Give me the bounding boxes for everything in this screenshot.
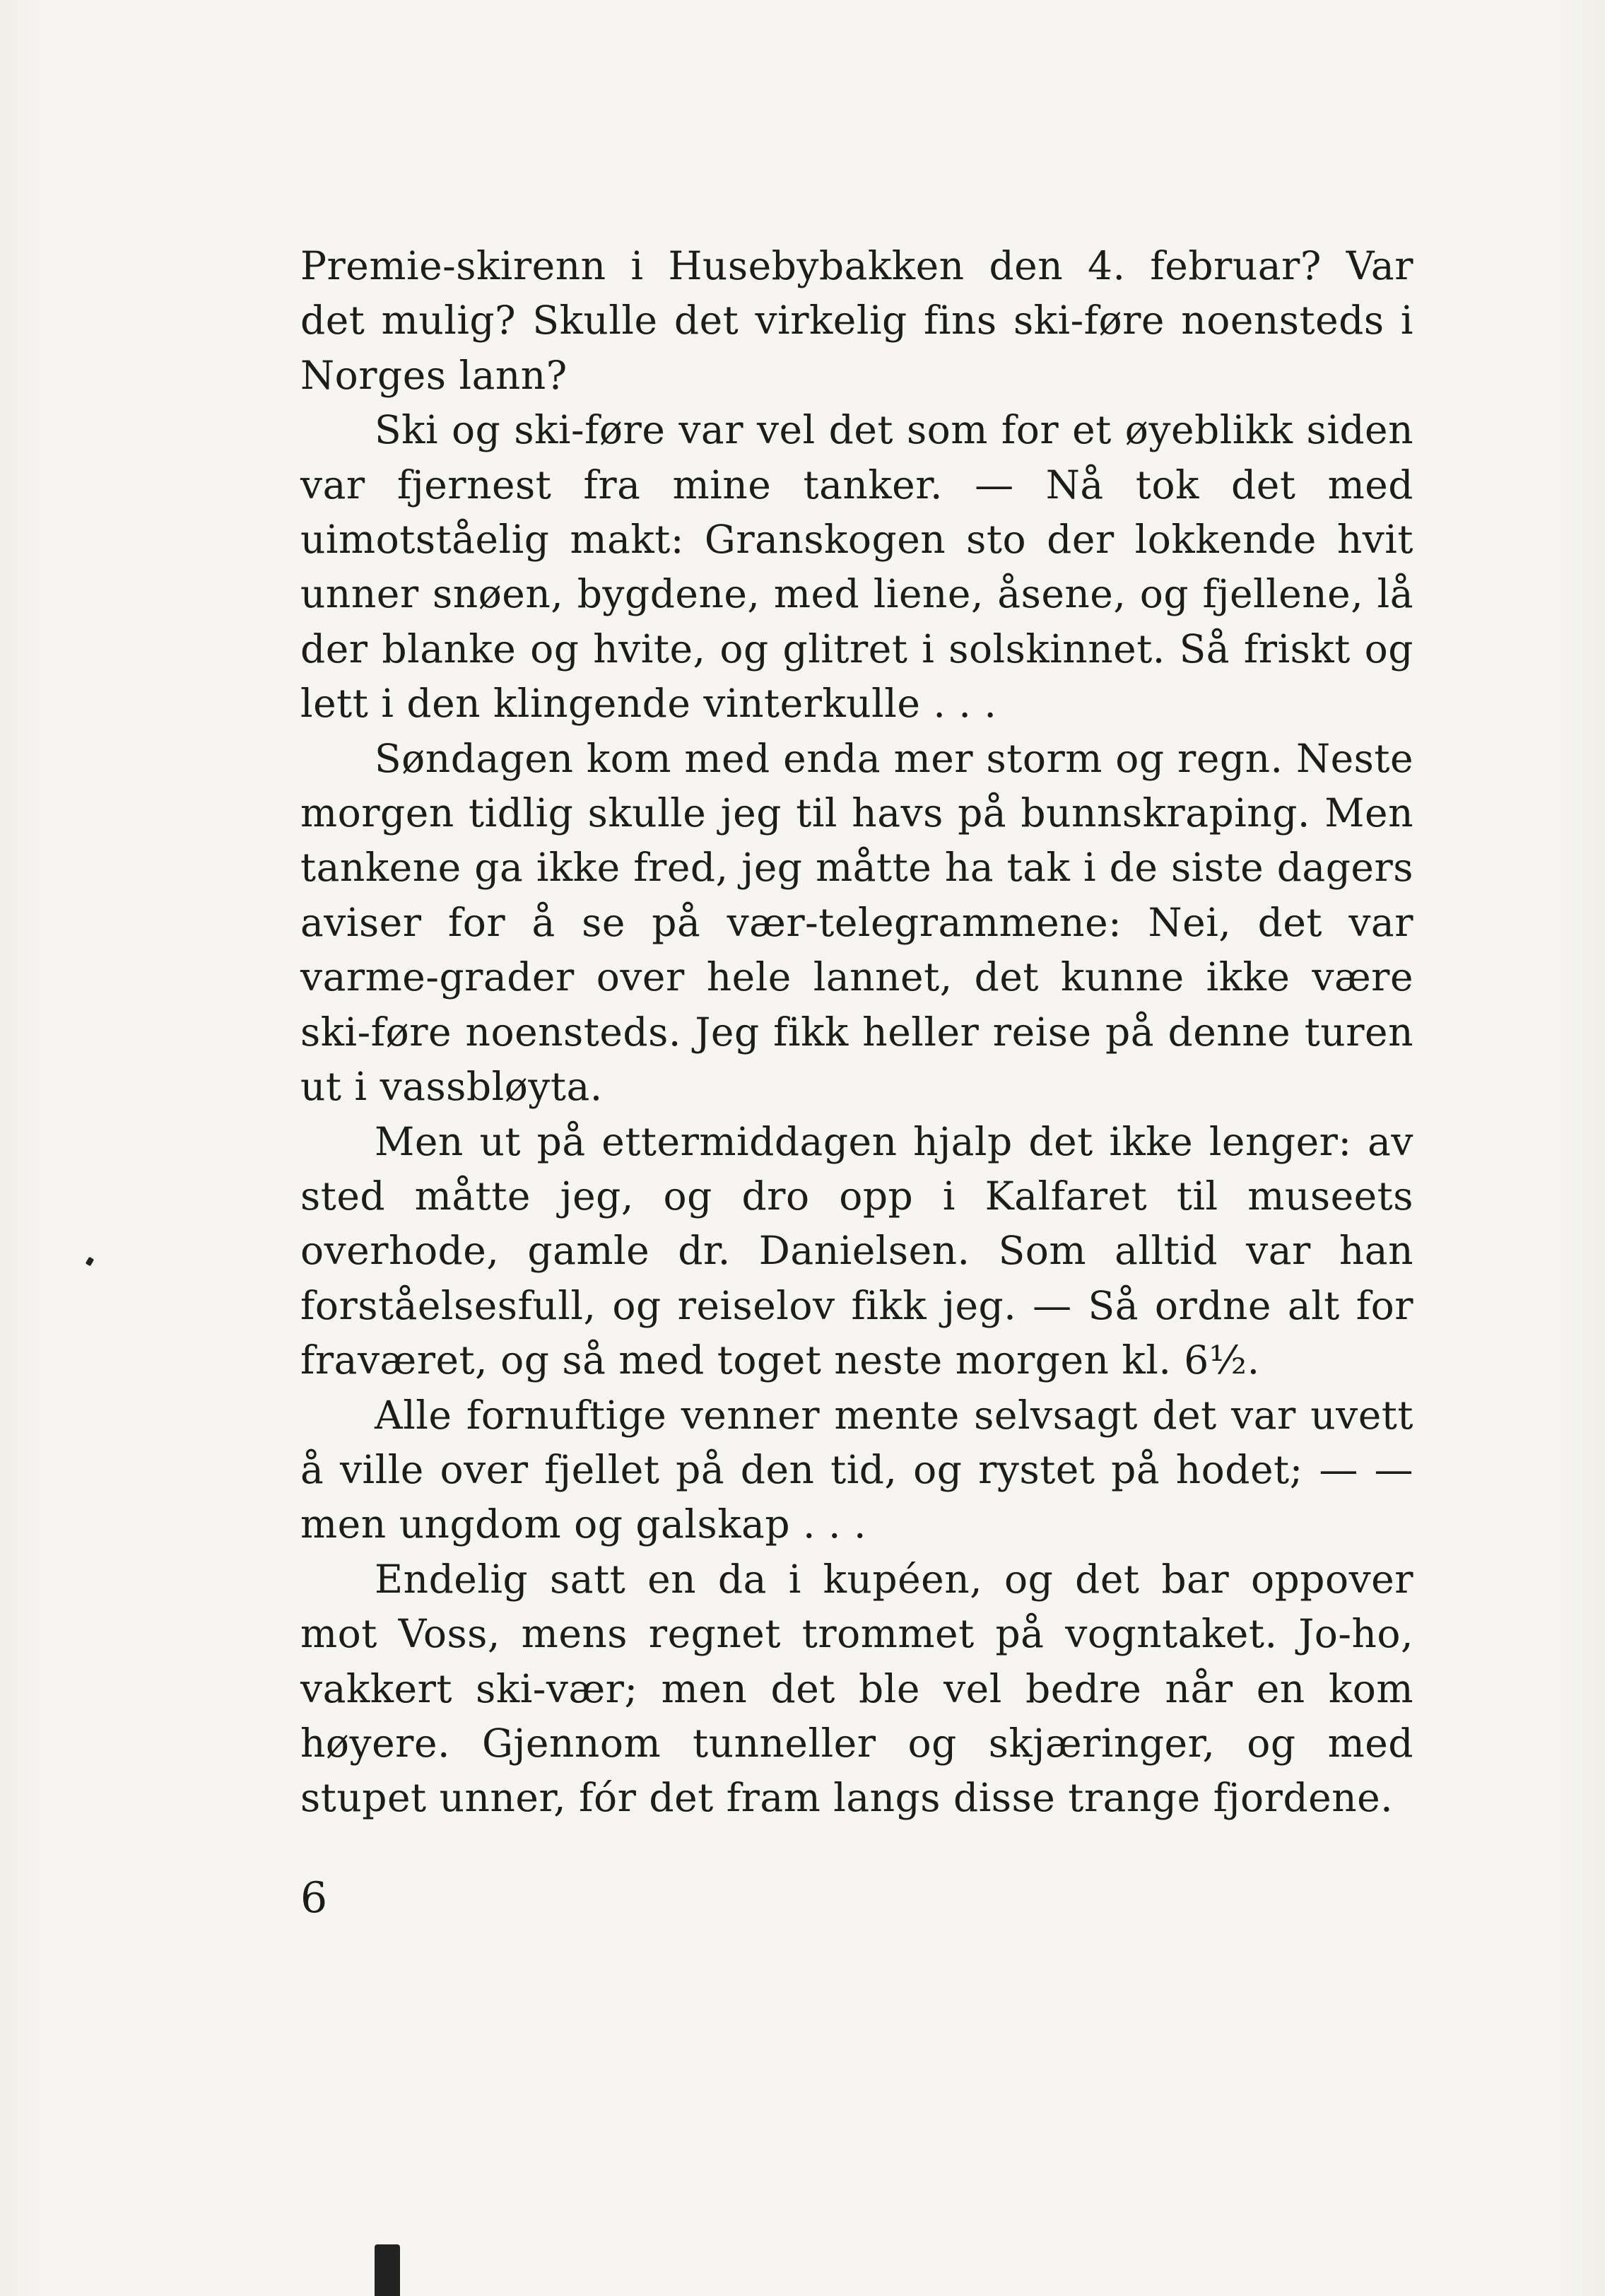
paragraph-3: Søndagen kom med enda mer storm og regn. Neste morgen tidlig skulle jeg til havs på bunnskraping. Men tankene ga ikke fred, jeg måtte ha tak i de siste dagers aviser for å se på vær-telegrammene: Nei, det var varme-grader over hele lannet, det kunne ikke være ski-føre noensteds. Jeg fikk heller reise på denne turen ut i vassbløyta.	[300, 735, 1413, 1110]
binding-thread	[375, 2244, 400, 2296]
paragraph-2: Ski og ski-føre var vel det som for et øyeblikk siden var fjernest fra mine tanker. — Nå tok det med uimotståelig makt: Granskogen sto der lokkende hvit unner snøen, bygdene, med liene, åsene, og fjellene, lå der blanke og hvite, og glitret i solskinnet. Så friskt og lett i den klingende vinterkulle . . .	[300, 407, 1413, 727]
paragraph-4: Men ut på ettermiddagen hjalp det ikke lenger: av sted måtte jeg, og dro opp i Kalfaret til museets overhode, gamle dr. Danielsen. Som alltid var han forståelsesfull, og reiselov fikk jeg. — Så ordne alt for fraværet, og så med toget neste morgen kl. 6½.	[300, 1118, 1413, 1383]
paragraph-5: Alle fornuftige venner mente selvsagt det var uvett å ville over fjellet på den tid, og rystet på hodet; — — men ungdom og galskap . . .	[300, 1392, 1413, 1547]
body-text	[300, 239, 1413, 1826]
binding-mark	[86, 1257, 94, 1267]
paragraph-1: Premie-skirenn i Husebybakken den 4. februar? Var det mulig? Skulle det virkelig fins ski-føre noensteds i Norges lann?	[300, 243, 1413, 398]
page-number: 6	[300, 1873, 328, 1923]
paragraph-6: Endelig satt en da i kupéen, og det bar oppover mot Voss, mens regnet trommet på vogntaket. Jo-ho, vakkert ski-vær; men det ble vel bedre når en kom høyere. Gjennom tunneller og skjæringer, og med stupet unner, fór det fram langs disse trange fjordene.	[300, 1556, 1413, 1821]
